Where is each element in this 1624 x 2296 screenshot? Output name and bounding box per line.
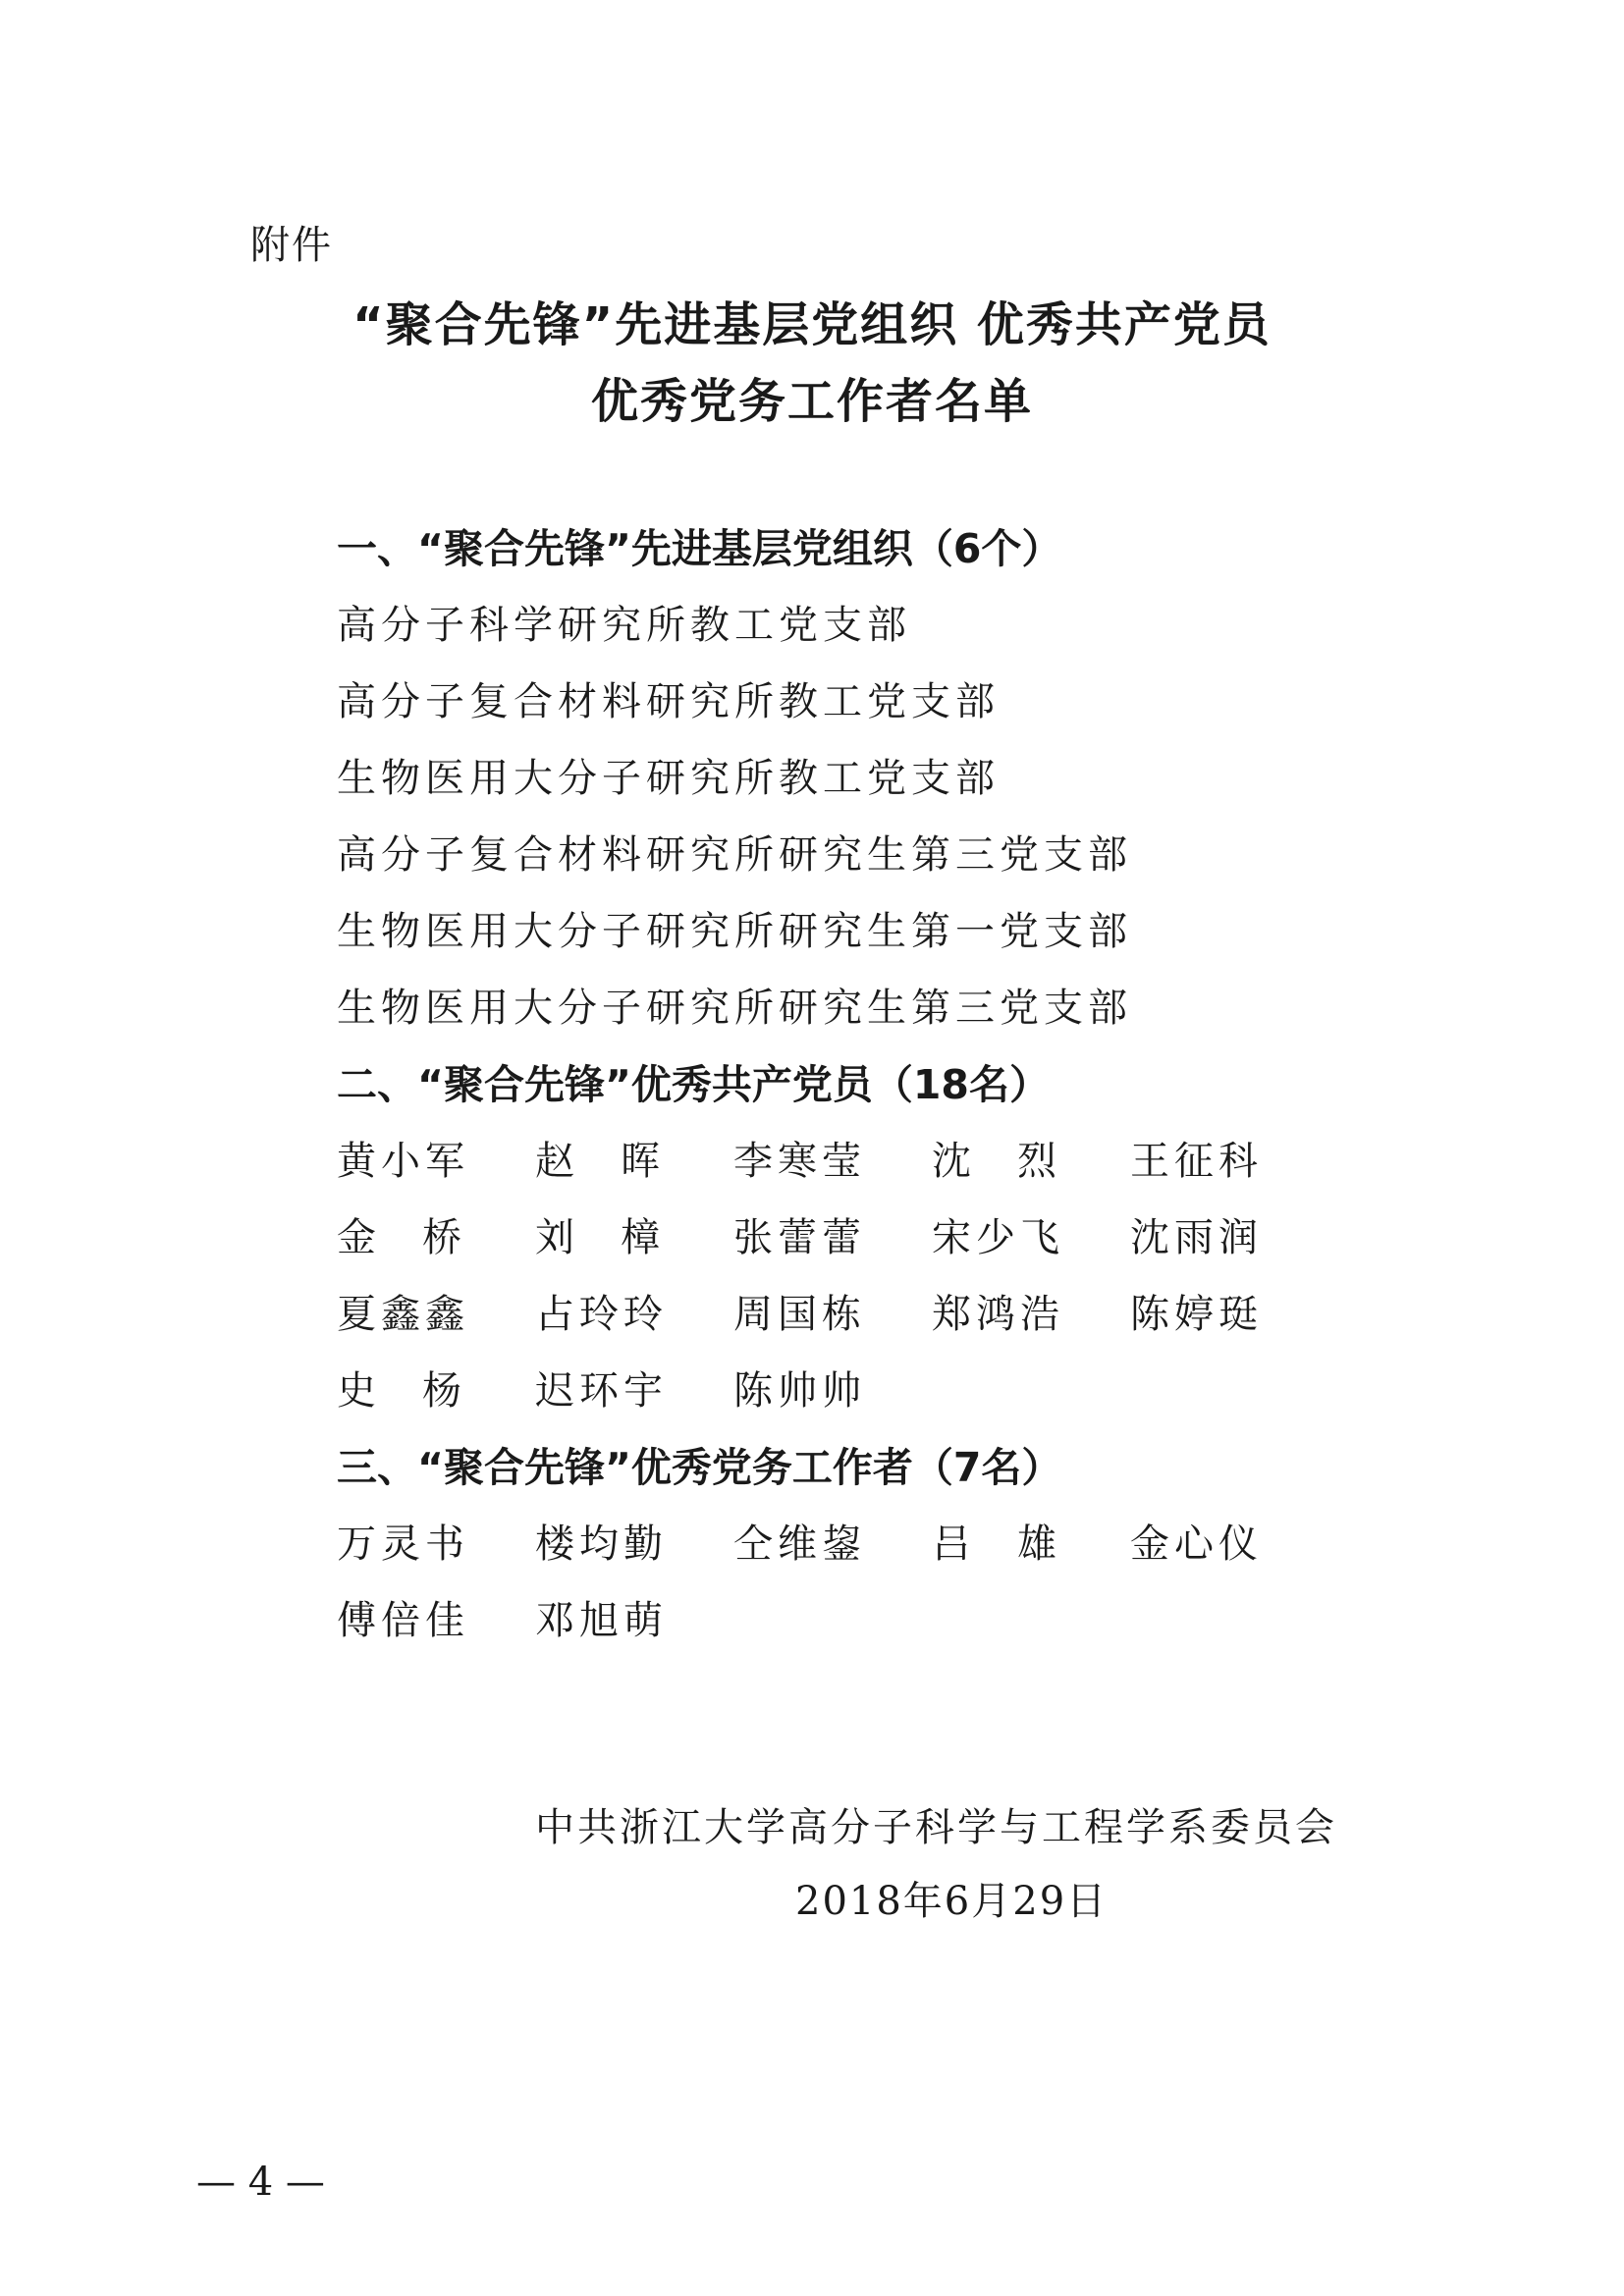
person-name: 迟 环 宇 bbox=[535, 1368, 668, 1414]
name-row bbox=[337, 1123, 1476, 1200]
person-name: 楼 均 勤 bbox=[535, 1522, 668, 1567]
person-name: 周 国 栋 bbox=[733, 1292, 866, 1337]
person-name: 张 蕾 蕾 bbox=[733, 1215, 866, 1260]
list-item: 高分子复合材料研究所研究生第三党支部 bbox=[337, 832, 1132, 878]
title-line-2: 优秀党务工作者名单 bbox=[590, 374, 1033, 429]
person-name: 沈 雨 润 bbox=[1130, 1215, 1263, 1260]
person-name: 黄 小 军 bbox=[337, 1139, 469, 1184]
person-name: 赵 晖 bbox=[535, 1139, 665, 1184]
person-name: 郑 鸿 浩 bbox=[932, 1292, 1064, 1337]
list-item: 高分子复合材料研究所教工党支部 bbox=[337, 679, 1000, 724]
person-name: 宋 少 飞 bbox=[932, 1215, 1064, 1260]
person-name: 吕 雄 bbox=[932, 1522, 1061, 1567]
issue-date: 2018年6月29日 bbox=[795, 1879, 1109, 1924]
person-name: 夏 鑫 鑫 bbox=[337, 1292, 469, 1337]
person-name: 陈 帅 帅 bbox=[733, 1368, 866, 1414]
person-name: 占 玲 玲 bbox=[535, 1292, 668, 1337]
person-name: 陈 婷 珽 bbox=[1130, 1292, 1263, 1337]
list-item: 生物医用大分子研究所研究生第一党支部 bbox=[337, 909, 1132, 954]
person-name: 金 心 仪 bbox=[1130, 1522, 1263, 1567]
title-line-1: “聚合先锋”先进基层党组织 优秀共产党员 bbox=[352, 297, 1272, 352]
list-item: 生物医用大分子研究所教工党支部 bbox=[337, 756, 1000, 801]
person-name: 仝 维 鋆 bbox=[733, 1522, 866, 1567]
person-name: 沈 烈 bbox=[932, 1139, 1061, 1184]
attachment-label: 附件 bbox=[250, 223, 333, 268]
name-row bbox=[337, 1353, 1476, 1429]
issuer-signature: 中共浙江大学高分子科学与工程学系委员会 bbox=[535, 1805, 1337, 1850]
name-row bbox=[337, 1506, 1476, 1582]
section-heading-organizations: 一、“聚合先锋”先进基层党组织（6个） bbox=[337, 525, 1062, 572]
section-heading-party-members: 二、“聚合先锋”优秀共产党员（18名） bbox=[337, 1061, 1050, 1108]
person-name: 金 桥 bbox=[337, 1215, 466, 1260]
person-name: 刘 樟 bbox=[535, 1215, 665, 1260]
section-heading-party-workers: 三、“聚合先锋”优秀党务工作者（7名） bbox=[337, 1444, 1062, 1491]
person-name: 傅 倍 佳 bbox=[337, 1598, 469, 1643]
name-row bbox=[337, 1582, 1476, 1659]
name-row bbox=[337, 1200, 1476, 1276]
person-name: 万 灵 书 bbox=[337, 1522, 469, 1567]
document-body bbox=[337, 510, 1476, 1659]
person-name: 邓 旭 萌 bbox=[535, 1598, 668, 1643]
list-item: 高分子科学研究所教工党支部 bbox=[337, 603, 911, 648]
name-row bbox=[337, 1276, 1476, 1353]
list-item: 生物医用大分子研究所研究生第三党支部 bbox=[337, 986, 1132, 1031]
person-name: 史 杨 bbox=[337, 1368, 466, 1414]
page-number: — 4 — bbox=[196, 2160, 325, 2205]
person-name: 李 寒 莹 bbox=[733, 1139, 866, 1184]
person-name: 王 征 科 bbox=[1130, 1139, 1263, 1184]
